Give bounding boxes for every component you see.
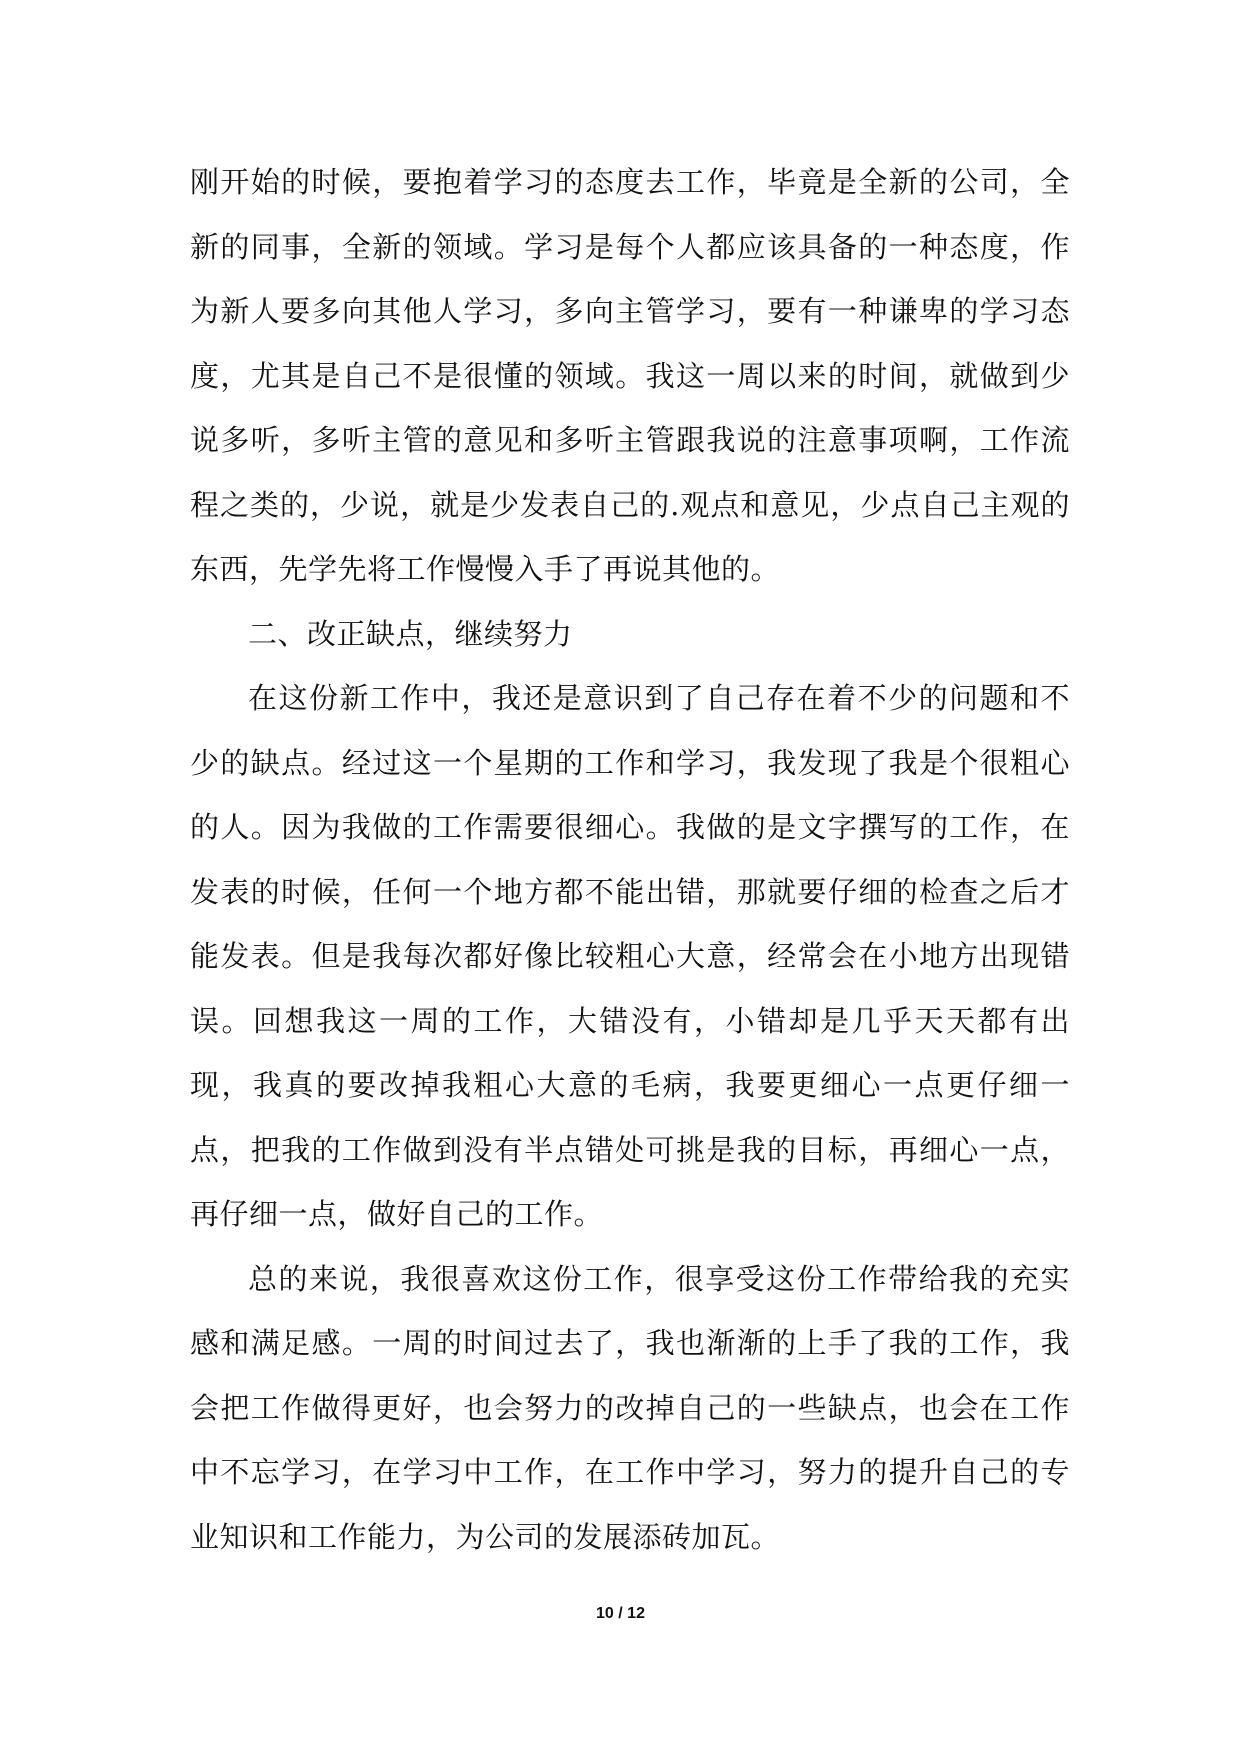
page-number: 10 / 12 [596, 1605, 645, 1622]
section-heading: 二、改正缺点，继续努力 [248, 616, 573, 651]
paragraph-summary: 总的来说，我很喜欢这份工作，很享受这份工作带给我的充实感和满足感。一周的时间过去了，我也渐渐的上手了我的工作，我会把工作做得更好，也会努力的改掉自己的一些缺点，也会在工作中不忘学习，在学习中工作，在工作中学习，努力的提升自己的专业知识和工作能力，为公司的发展添砖加瓦。 [190, 1261, 1070, 1554]
document-body [190, 150, 1070, 1569]
paragraph-continuation: 刚开始的时候，要抱着学习的态度去工作，毕竟是全新的公司，全新的同事，全新的领域。学习是每个人都应该具备的一种态度，作为新人要多向其他人学习，多向主管学习，要有一种谦卑的学习态度，尤其是自己不是很懂的领域。我这一周以来的时间，就做到少说多听，多听主管的意见和多听主管跟我说的注意事项啊，工作流程之类的，少说，就是少发表自己的.观点和意见，少点自己主观的东西，先学先将工作慢慢入手了再说其他的。 [190, 165, 1070, 586]
paragraph-shortcomings: 在这份新工作中，我还是意识到了自己存在着不少的问题和不少的缺点。经过这一个星期的工作和学习，我发现了我是个很粗心的人。因为我做的工作需要很细心。我做的是文字撰写的工作，在发表的时候，任何一个地方都不能出错，那就要仔细的检查之后才能发表。但是我每次都好像比较粗心大意，经常会在小地方出现错误。回想我这一周的工作，大错没有，小错却是几乎天天都有出现，我真的要改掉我粗心大意的毛病，我要更细心一点更仔细一点，把我的工作做到没有半点错处可挑是我的目标，再细心一点，再仔细一点，做好自己的工作。 [190, 681, 1070, 1231]
